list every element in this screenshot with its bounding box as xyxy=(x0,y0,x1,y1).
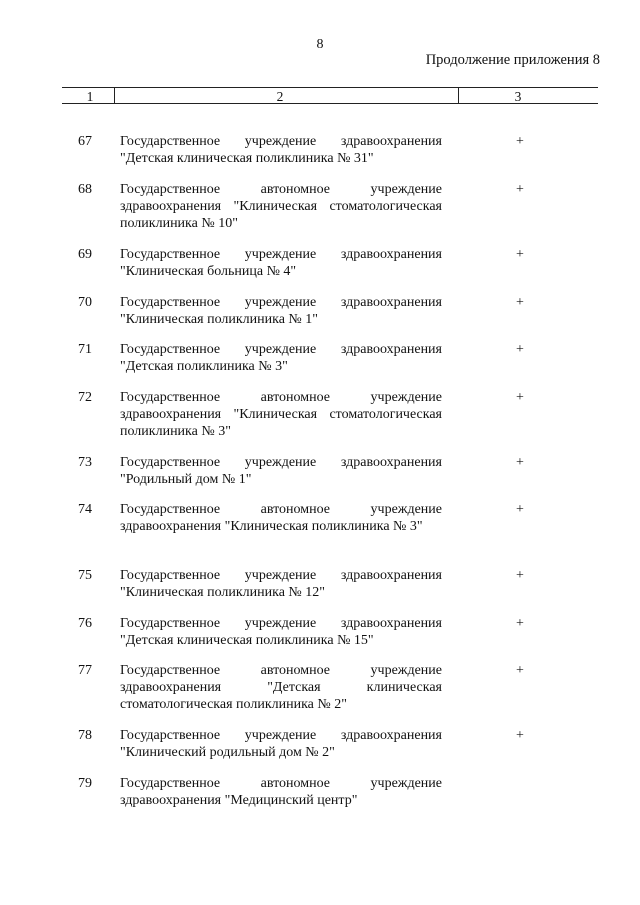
institution-name: Государственное учреждение здравоохранения "Родильный дом № 1" xyxy=(120,455,442,487)
row-number: 72 xyxy=(78,390,92,405)
institution-name: Государственное учреждение здравоохранения "Клиническая поликлиника № 1" xyxy=(120,295,442,327)
row-number: 74 xyxy=(78,502,92,517)
row-number: 79 xyxy=(78,776,92,791)
header-divider xyxy=(114,87,115,104)
institution-name: Государственное автономное учреждение здравоохранения "Клиническая стоматологическая поликлиника № 10" xyxy=(120,182,442,231)
plus-mark: + xyxy=(516,390,524,405)
row-number: 78 xyxy=(78,728,92,743)
row-number: 70 xyxy=(78,295,92,310)
institution-name: Государственное учреждение здравоохранения "Детская клиническая поликлиника № 31" xyxy=(120,134,442,166)
header-col-1: 1 xyxy=(86,89,94,104)
institution-name: Государственное автономное учреждение здравоохранения "Клиническая стоматологическая поликлиника № 3" xyxy=(120,390,442,439)
plus-mark: + xyxy=(516,502,524,517)
institution-name: Государственное учреждение здравоохранения "Клинический родильный дом № 2" xyxy=(120,728,442,760)
row-number: 76 xyxy=(78,616,92,631)
row-number: 77 xyxy=(78,663,92,678)
institution-name: Государственное учреждение здравоохранения "Клиническая больница № 4" xyxy=(120,247,442,279)
page-number: 8 xyxy=(316,37,324,52)
plus-mark: + xyxy=(516,134,524,149)
header-col-2: 2 xyxy=(276,89,284,104)
header-col-3: 3 xyxy=(514,89,522,104)
row-number: 75 xyxy=(78,568,92,583)
plus-mark: + xyxy=(516,568,524,583)
plus-mark: + xyxy=(516,616,524,631)
plus-mark: + xyxy=(516,663,524,678)
institution-name: Государственное автономное учреждение здравоохранения "Клиническая поликлиника № 3" xyxy=(120,502,442,534)
plus-mark: + xyxy=(516,728,524,743)
row-number: 69 xyxy=(78,247,92,262)
row-number: 71 xyxy=(78,342,92,357)
plus-mark: + xyxy=(516,182,524,197)
continuation-title: Продолжение приложения 8 xyxy=(425,52,600,68)
row-number: 73 xyxy=(78,455,92,470)
institution-name: Государственное учреждение здравоохранения "Детская клиническая поликлиника № 15" xyxy=(120,616,442,648)
institution-name: Государственное учреждение здравоохранения "Клиническая поликлиника № 12" xyxy=(120,568,442,600)
institution-name: Государственное автономное учреждение здравоохранения "Детская клиническая стоматологическая поликлиника № 2" xyxy=(120,663,442,712)
institution-name: Государственное учреждение здравоохранения "Детская поликлиника № 3" xyxy=(120,342,442,374)
plus-mark: + xyxy=(516,342,524,357)
plus-mark: + xyxy=(516,455,524,470)
row-number: 67 xyxy=(78,134,92,149)
institution-name: Государственное автономное учреждение здравоохранения "Медицинский центр" xyxy=(120,776,442,808)
row-number: 68 xyxy=(78,182,92,197)
plus-mark: + xyxy=(516,295,524,310)
header-divider xyxy=(458,87,459,104)
table-header xyxy=(62,87,598,104)
plus-mark: + xyxy=(516,247,524,262)
